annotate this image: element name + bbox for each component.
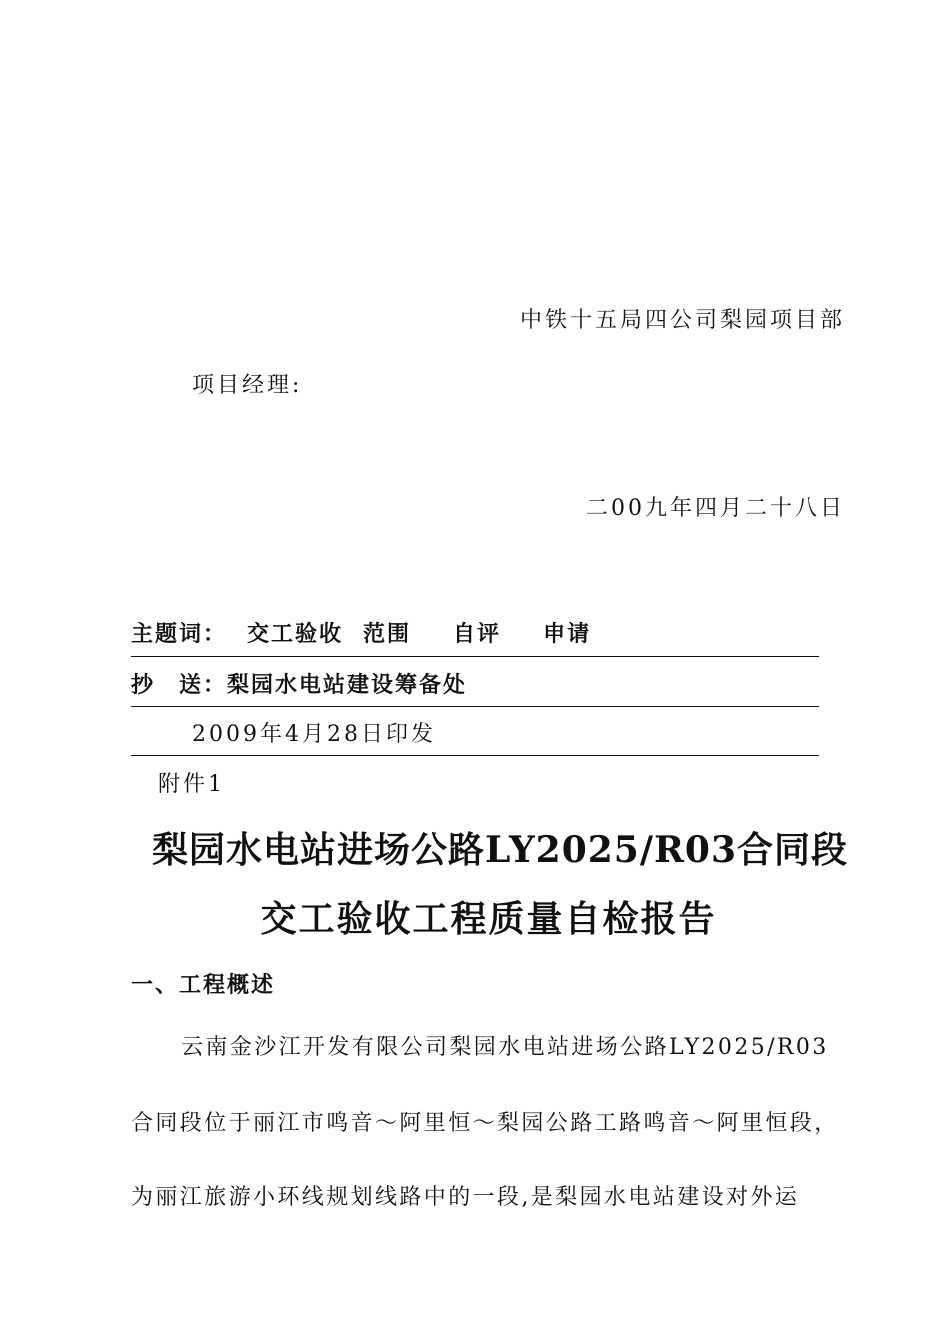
subject-keyword: 申请: [543, 621, 592, 647]
section-heading: 一、工程概述: [131, 972, 276, 998]
project-manager-label: 项目经理:: [192, 373, 303, 398]
cc-line: [131, 668, 467, 699]
subject-keyword: 交工验收: [247, 621, 344, 647]
divider-line: [131, 706, 819, 707]
cc-label: 抄 送：: [131, 672, 228, 698]
subject-label: 主题词：: [131, 621, 228, 647]
report-title-line-2: 交工验收工程质量自检报告: [260, 898, 717, 940]
organization-name: 中铁十五局四公司梨园项目部: [519, 308, 845, 333]
subject-keyword: 自评: [453, 621, 502, 647]
divider-line: [131, 656, 819, 657]
paragraph-line: 合同段位于丽江市鸣音～阿里恒～梨园公路工路鸣音～阿里恒段，: [131, 1111, 839, 1136]
report-title-line-1: 梨园水电站进场公路LY2025/R03合同段: [151, 829, 849, 871]
cc-recipient: 梨园水电站建设筹备处: [227, 672, 468, 698]
subject-keyword: 范围: [363, 621, 412, 647]
divider-line: [131, 755, 819, 756]
attachment-label: 附件1: [158, 772, 225, 797]
paragraph-line: 为丽江旅游小环线规划线路中的一段,是梨园水电站建设对外运: [131, 1185, 800, 1210]
paragraph-line: 云南金沙江开发有限公司梨园水电站进场公路LY2025/R03: [181, 1035, 829, 1060]
subject-keywords-line: [131, 617, 591, 648]
print-date: 2009年4月28日印发: [192, 722, 436, 747]
document-date: 二00九年四月二十八日: [586, 496, 845, 521]
